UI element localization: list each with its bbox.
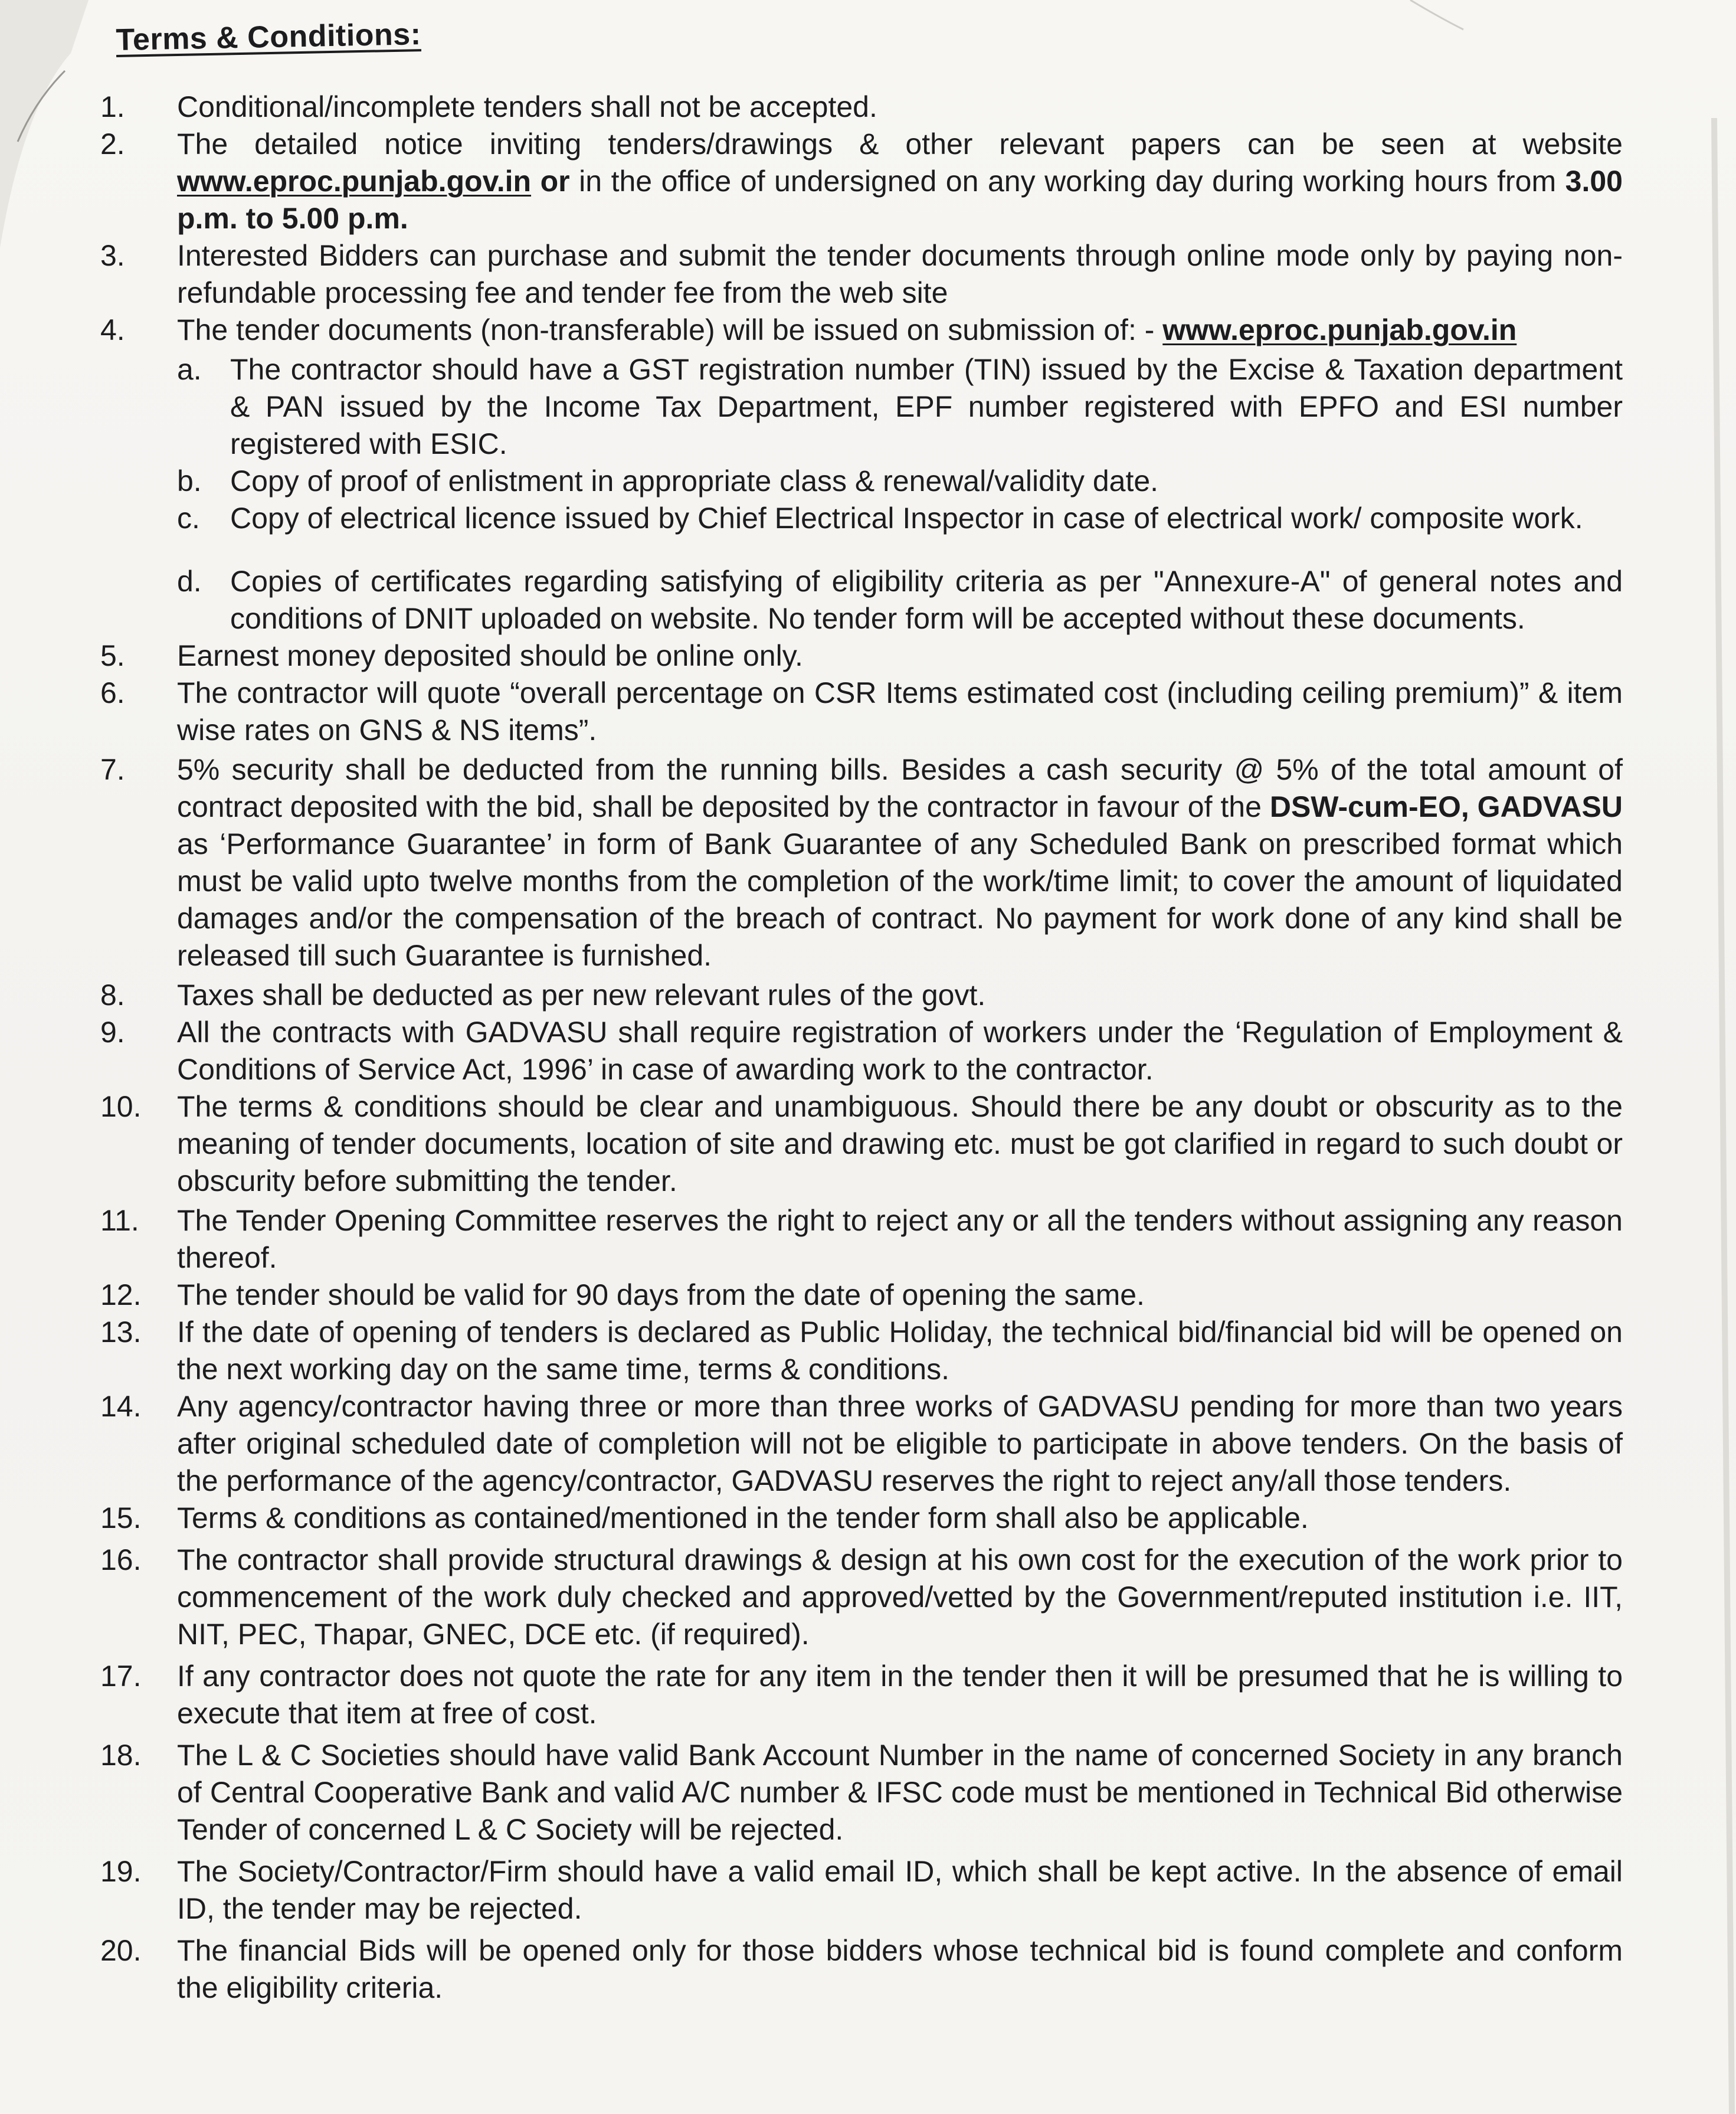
term-text (177, 126, 1623, 237)
term-item (89, 1088, 1623, 1200)
sub-item-letter: c. (177, 502, 200, 535)
text-span: Copies of certificates regarding satisfying of eligibility criteria as per "Annexure-A" of general notes and conditions of DNIT uploaded on website. No tender form will be accepted without these documents. (230, 565, 1623, 635)
text-span: Copy of proof of enlistment in appropriate class & renewal/validity date. (230, 464, 1159, 498)
term-item (89, 1853, 1623, 1928)
text-span: Interested Bidders can purchase and submit the tender documents through online mode only by paying non-refundable processing fee and tender fee from the web site (177, 239, 1623, 309)
term-text (177, 1202, 1623, 1277)
text-span: The contractor should have a GST registration number (TIN) issued by the Excise & Taxation department & PAN issued by the Income Tax Department, EPF number registered with EPFO and ESI number registered with ESIC. (230, 353, 1623, 460)
term-text (177, 312, 1623, 349)
term-number: 5. (100, 639, 125, 672)
term-item (89, 1277, 1623, 1314)
term-item (89, 675, 1623, 749)
term-text (177, 1088, 1623, 1200)
term-item (89, 1500, 1623, 1537)
term-text (177, 675, 1623, 749)
term-text (177, 1388, 1623, 1500)
term-item (89, 237, 1623, 312)
term-number: 8. (100, 979, 125, 1012)
text-span: Terms & conditions as contained/mentioned in the tender form shall also be applicable. (177, 1501, 1309, 1534)
term-number: 1. (100, 90, 125, 123)
sub-item-letter: a. (177, 353, 202, 386)
term-number: 10. (100, 1090, 142, 1123)
text-span: The tender documents (non-transferable) will be issued on submission of: - (177, 313, 1163, 346)
text-span: The terms & conditions should be clear and unambiguous. Should there be any doubt or obscurity as to the meaning of tender documents, location of site and drawing etc. must be got clarified in regard to such doubt or obscurity before submitting the tender. (177, 1090, 1623, 1197)
text-span: in the office of undersigned on any working day during working hours from (569, 165, 1565, 198)
term-item (89, 89, 1623, 126)
text-span: The Society/Contractor/Firm should have a valid email ID, which shall be kept active. In the absence of email ID, the tender may be rejected. (177, 1855, 1623, 1925)
term-number: 15. (100, 1501, 142, 1534)
term-item (89, 977, 1623, 1014)
term-number: 12. (100, 1278, 142, 1311)
term-item (89, 1014, 1623, 1088)
website-link[interactable]: www.eproc.punjab.gov.in (1162, 313, 1517, 346)
term-item (89, 1202, 1623, 1277)
text-span: All the contracts with GADVASU shall require registration of workers under the ‘Regulation of Employment & Conditions of Service Act, 1996’ in case of awarding work to the contractor. (177, 1016, 1623, 1086)
term-number: 18. (100, 1739, 142, 1772)
text-span: If the date of opening of tenders is declared as Public Holiday, the technical bid/financial bid will be opened on the next working day on the same time, terms & conditions. (177, 1315, 1623, 1386)
term-item (89, 126, 1623, 237)
bold-text: or (531, 165, 570, 198)
sub-item-text (230, 500, 1623, 537)
bold-text: DSW-cum-EO, GADVASU (1269, 790, 1623, 823)
term-number: 13. (100, 1315, 142, 1349)
sub-item (89, 563, 1623, 637)
term-text (177, 237, 1623, 312)
website-link[interactable]: www.eproc.punjab.gov.in (177, 165, 532, 198)
term-item (89, 1314, 1623, 1388)
term-number: 3. (100, 239, 125, 272)
text-span: The financial Bids will be opened only for those bidders whose technical bid is found complete and conform the eligibility criteria. (177, 1934, 1623, 2004)
term-item (89, 1737, 1623, 1848)
term-item (89, 1658, 1623, 1732)
text-span: Conditional/incomplete tenders shall not be accepted. (177, 90, 877, 123)
terms-list (89, 89, 1623, 2007)
term-number: 17. (100, 1660, 142, 1693)
term-text (177, 1932, 1623, 2007)
term-text (177, 751, 1623, 974)
term-number: 7. (100, 753, 125, 786)
text-span: The tender should be valid for 90 days from the date of opening the same. (177, 1278, 1145, 1311)
term-number: 6. (100, 676, 125, 709)
term-text (177, 1658, 1623, 1732)
sub-item-letter: b. (177, 464, 202, 498)
sub-item (89, 463, 1623, 500)
term-item (89, 751, 1623, 974)
term-number: 9. (100, 1016, 125, 1049)
term-number: 20. (100, 1934, 142, 1967)
term-item (89, 637, 1623, 675)
text-span: Earnest money deposited should be online only. (177, 639, 803, 672)
term-item (89, 1932, 1623, 2007)
text-span: as ‘Performance Guarantee’ in form of Bank Guarantee of any Scheduled Bank on prescribed format which must be valid upto twelve months from the completion of the work/time limit; to cover the amount of liquidated damages and/or the compensation of the breach of contract. No payment for work done of any kind shall be released till such Guarantee is furnished. (177, 827, 1623, 972)
term-text (177, 1500, 1623, 1537)
sub-item-text (230, 563, 1623, 637)
page-title (116, 17, 421, 58)
term-text (177, 1277, 1623, 1314)
text-span: Copy of electrical licence issued by Chief Electrical Inspector in case of electrical work/ composite work. (230, 502, 1583, 535)
term-number: 16. (100, 1543, 142, 1576)
text-span: 5% security shall be deducted from the running bills. Besides a cash security @ 5% of the total amount of contract deposited with the bid, shall be deposited by the contractor in favour of the (177, 753, 1623, 823)
sub-item-text (230, 463, 1623, 500)
page-title-text: Terms & Conditions: (116, 17, 422, 57)
term-text (177, 637, 1623, 675)
term-text (177, 1014, 1623, 1088)
sub-item-letter: d. (177, 565, 202, 598)
term-item (89, 1388, 1623, 1500)
text-span: If any contractor does not quote the rate for any item in the tender then it will be presumed that he is willing to execute that item at free of cost. (177, 1660, 1623, 1730)
text-span: The contractor shall provide structural drawings & design at his own cost for the execution of the work prior to commencement of the work duly checked and approved/vetted by the Government/reputed institution i.e. IIT, NIT, PEC, Thapar, GNEC, DCE etc. (if required). (177, 1543, 1623, 1651)
term-text (177, 89, 1623, 126)
term-text (177, 1314, 1623, 1388)
term-text (177, 1737, 1623, 1848)
sub-item-text (230, 351, 1623, 463)
term-number: 2. (100, 127, 125, 161)
term-text (177, 1853, 1623, 1928)
term-number: 11. (100, 1204, 139, 1237)
term-number: 4. (100, 313, 125, 346)
bold-text: 3.00 p.m. to 5.00 p.m. (177, 165, 1623, 235)
text-span: Taxes shall be deducted as per new relevant rules of the govt. (177, 979, 986, 1012)
text-span: The Tender Opening Committee reserves the right to reject any or all the tenders without assigning any reason thereof. (177, 1204, 1623, 1274)
text-span: The detailed notice inviting tenders/drawings & other relevant papers can be seen at website (177, 127, 1623, 161)
term-item (89, 1542, 1623, 1653)
term-text (177, 1542, 1623, 1653)
sub-item (89, 351, 1623, 463)
text-span: The contractor will quote “overall percentage on CSR Items estimated cost (including ceiling premium)” & item wise rates on GNS & NS items”. (177, 676, 1623, 747)
term-number: 14. (100, 1390, 142, 1423)
text-span: Any agency/contractor having three or more than three works of GADVASU pending for more than two years after original scheduled date of completion will not be eligible to participate in above tenders. On the basis of the performance of the agency/contractor, GADVASU reserves the right to reject any/all those tenders. (177, 1390, 1623, 1497)
text-span: The L & C Societies should have valid Bank Account Number in the name of concerned Society in any branch of Central Cooperative Bank and valid A/C number & IFSC code must be mentioned in Technical Bid otherwise Tender of concerned L & C Society will be rejected. (177, 1739, 1623, 1846)
term-text (177, 977, 1623, 1014)
term-item (89, 312, 1623, 349)
term-number: 19. (100, 1855, 142, 1888)
sub-item (89, 500, 1623, 537)
